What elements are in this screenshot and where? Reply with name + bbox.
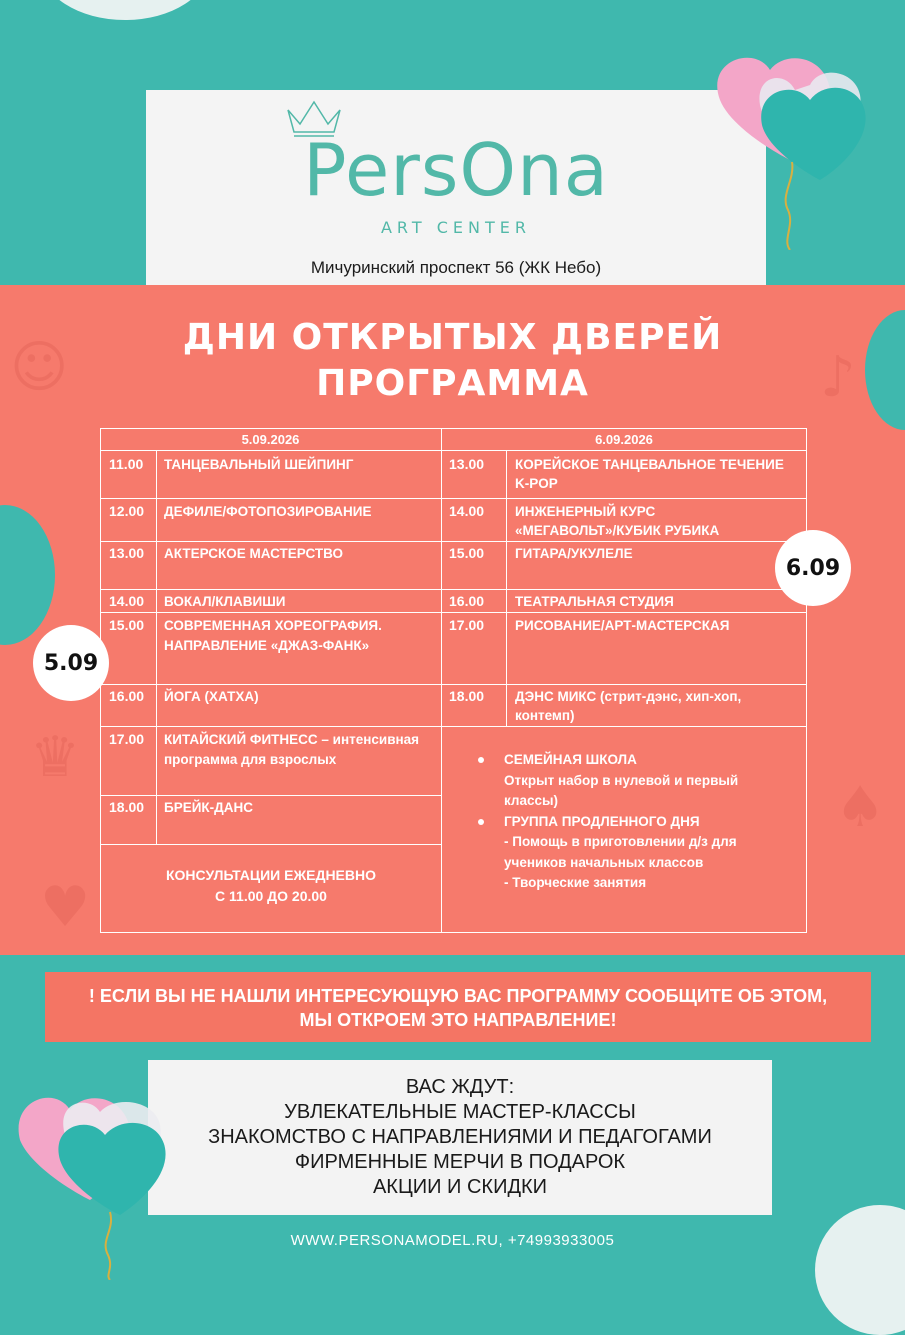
headline-line-2: ПРОГРАММА [316, 363, 589, 404]
footer-contacts: WWW.PERSONAMODEL.RU, +74993933005 [290, 1232, 615, 1249]
logo-subtitle: ART CENTER [380, 218, 531, 237]
day2-row-title-2: «МЕГАВОЛЬТ»/КУБИК РУБИКА [515, 523, 720, 538]
day2-row-title: ДЭНС МИКС (стрит-дэнс, хип-хоп, [515, 689, 742, 704]
note-line: - Творческие занятия [504, 875, 647, 890]
day1-row-time: 15.00 [109, 617, 145, 633]
day1-row-time: 11.00 [109, 456, 144, 472]
consultation-note [100, 865, 442, 907]
note-line: Открыт набор в нулевой и первый [504, 772, 739, 788]
day1-row-time: 13.00 [109, 545, 145, 561]
day2-row-title: ГИТАРА/УКУЛЕЛЕ [515, 546, 633, 561]
day1-date-header: 5.09.2026 [241, 432, 300, 447]
day2-row-title-2: контемп) [515, 708, 575, 723]
note-afterschool-group [470, 812, 790, 894]
day2-row-title-2: K-POP [515, 476, 558, 491]
address: Мичуринский проспект 56 (ЖК Небо) [310, 258, 602, 277]
day1-row-title: ДЕФИЛЕ/ФОТОПОЗИРОВАНИЕ [164, 504, 372, 519]
note-title: СЕМЕЙНАЯ ШКОЛА [504, 752, 637, 767]
crown-deco-icon: ♛ [30, 725, 81, 790]
day2-row-title: РИСОВАНИЕ/АРТ-МАСТЕРСКАЯ [515, 618, 730, 633]
bullet-icon [478, 819, 484, 825]
day2-row-time: 13.00 [449, 456, 485, 472]
day1-row-title: БРЕЙК-ДАНС [164, 800, 254, 815]
day1-row-title-2: НАПРАВЛЕНИЕ «ДЖАЗ-ФАНК» [164, 638, 370, 653]
day1-row-title-2: программа для взрослых [164, 752, 337, 767]
notice-line-1: ! ЕСЛИ ВЫ НЕ НАШЛИ ИНТЕРЕСУЮЩУЮ ВАС ПРОГРАММУ СООБЩИТЕ ОБ ЭТОМ, [88, 986, 828, 1006]
day1-row-time: 17.00 [109, 731, 145, 747]
waiting-item: ЗНАКОМСТВО С НАПРАВЛЕНИЯМИ И ПЕДАГОГАМИ [208, 1126, 712, 1148]
notice-banner [45, 972, 871, 1042]
waiting-card [148, 1060, 772, 1215]
smile-deco-icon: ☺ [10, 335, 69, 400]
day1-row-title: АКТЕРСКОЕ МАСТЕРСТВО [164, 546, 344, 561]
day1-row-title: СОВРЕМЕННАЯ ХОРЕОГРАФИЯ. [164, 618, 382, 633]
waiting-item: ФИРМЕННЫЕ МЕРЧИ В ПОДАРОК [294, 1151, 626, 1173]
heart-balloons-icon [10, 1090, 180, 1280]
day2-row-time: 17.00 [449, 617, 485, 633]
decor-circle-bottom-right [815, 1205, 905, 1335]
logo-wordmark: PersOna [303, 128, 609, 212]
consult-line-1: КОНСУЛЬТАЦИИ ЕЖЕДНЕВНО [166, 867, 376, 883]
day2-row-time: 14.00 [449, 503, 485, 519]
day1-row-time: 16.00 [109, 688, 145, 704]
day2-notes [470, 750, 790, 894]
day1-row-title: ТАНЦЕВАЛЬНЫЙ ШЕЙПИНГ [164, 457, 354, 472]
note-family-school [470, 750, 790, 812]
dress-deco-icon: ♠ [835, 775, 886, 840]
notice-line-2: МЫ ОТКРОЕМ ЭТО НАПРАВЛЕНИЕ! [299, 1010, 617, 1030]
day2-badge: 6.09 [775, 530, 851, 606]
day1-row-title: ЙОГА (ХАТХА) [164, 689, 259, 704]
day1-row-title: ВОКАЛ/КЛАВИШИ [164, 594, 286, 609]
music-deco-icon: ♪ [820, 345, 856, 410]
day2-date-header: 6.09.2026 [595, 432, 653, 447]
note-line: учеников начальных классов [504, 854, 704, 870]
heart-balloons-icon [700, 50, 875, 250]
day2-row-time: 18.00 [449, 688, 485, 704]
day1-badge: 5.09 [33, 625, 109, 701]
waiting-item: АКЦИИ И СКИДКИ [372, 1176, 548, 1198]
day1-row-time: 18.00 [109, 799, 145, 815]
note-line: - Помощь в приготовлении д/з для [504, 834, 737, 849]
headline-line-1: ДНИ ОТКРЫТЫХ ДВЕРЕЙ [182, 317, 723, 358]
day2-row-title: ТЕАТРАЛЬНАЯ СТУДИЯ [515, 594, 674, 609]
headline [0, 315, 905, 407]
day2-row-time: 16.00 [449, 593, 485, 609]
note-line: классы) [504, 793, 559, 808]
waiting-title: ВАС ЖДУТ: [405, 1076, 515, 1098]
day1-row-time: 12.00 [109, 503, 145, 519]
day1-row-time: 14.00 [109, 593, 145, 609]
decor-circle-top-left [40, 0, 210, 20]
day2-row-title: КОРЕЙСКОЕ ТАНЦЕВАЛЬНОЕ ТЕЧЕНИЕ [515, 457, 784, 472]
heart-deco-icon: ♥ [40, 875, 91, 940]
note-title: ГРУППА ПРОДЛЕННОГО ДНЯ [504, 813, 700, 829]
consult-line-2: С 11.00 ДО 20.00 [215, 888, 327, 904]
bullet-icon [478, 757, 484, 763]
day2-row-title: ИНЖЕНЕРНЫЙ КУРС [515, 504, 656, 519]
day2-row-time: 15.00 [449, 545, 485, 561]
day1-row-title: КИТАЙСКИЙ ФИТНЕСС – интенсивная [164, 732, 420, 747]
waiting-item: УВЛЕКАТЕЛЬНЫЕ МАСТЕР-КЛАССЫ [284, 1101, 636, 1123]
